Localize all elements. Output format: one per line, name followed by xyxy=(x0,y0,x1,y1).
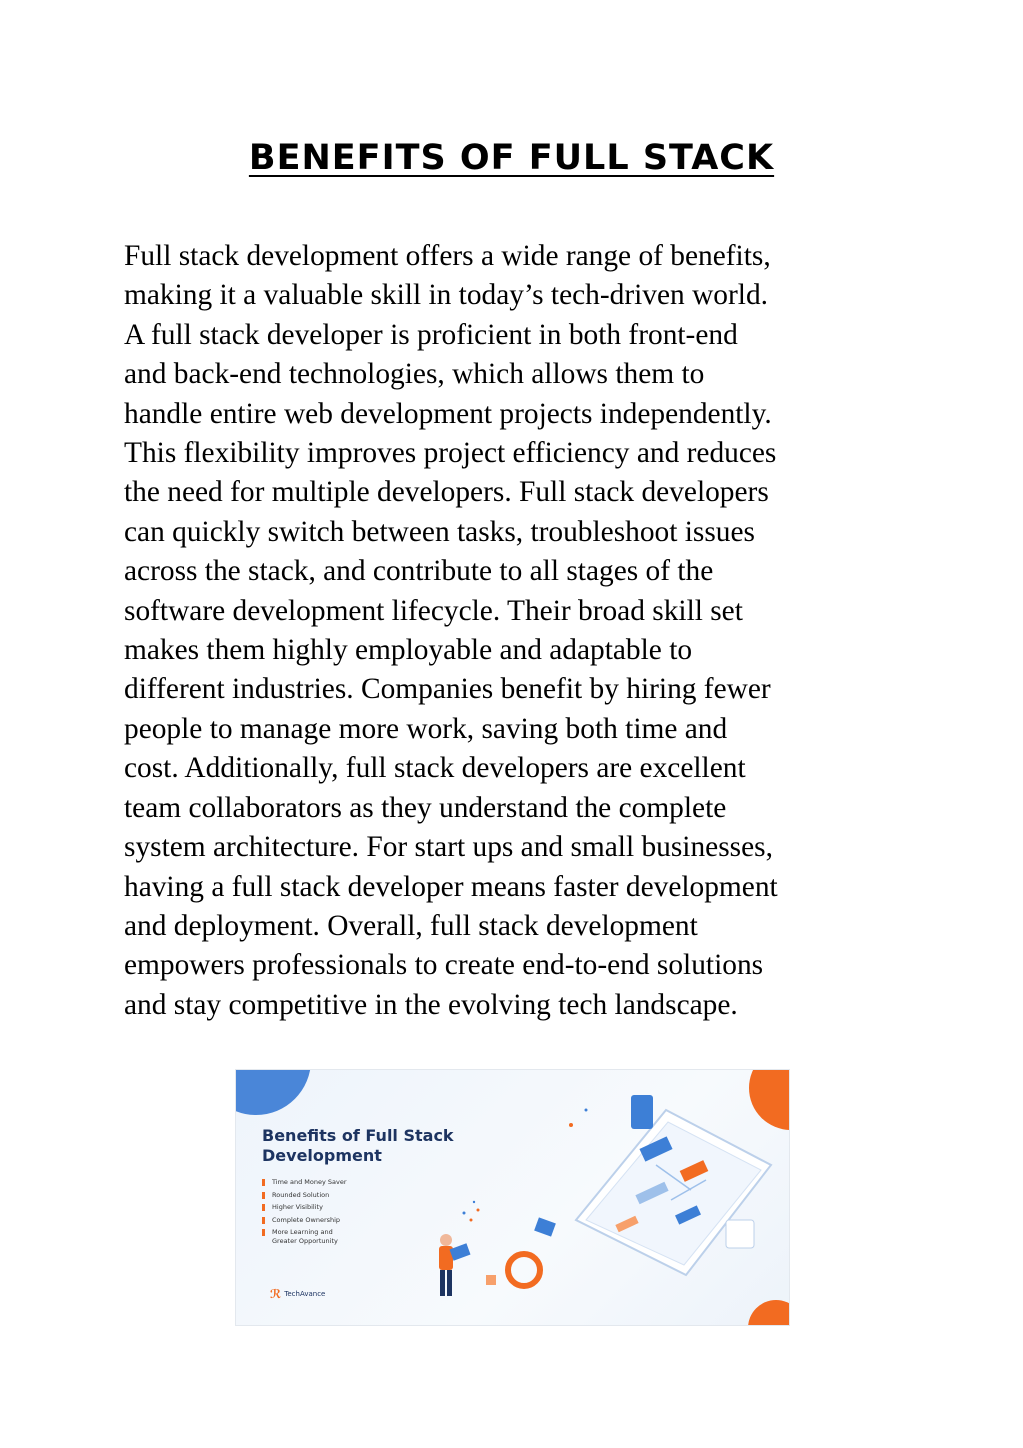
paragraph-line: having a full stack developer means faster development xyxy=(124,870,778,903)
list-item: Complete Ownership xyxy=(262,1214,352,1227)
paragraph-line: A full stack developer is proficient in both front-end xyxy=(124,318,738,351)
paragraph-line: the need for multiple developers. Full stack developers xyxy=(124,476,769,509)
blob-top-left xyxy=(236,1070,311,1115)
paragraph-line: people to manage more work, saving both time and xyxy=(124,712,728,745)
ring-icon xyxy=(508,1254,540,1286)
person-head xyxy=(440,1234,452,1246)
paragraph-line: different industries. Companies benefit by hiring fewer xyxy=(124,673,771,706)
paragraph-line: and deployment. Overall, full stack development xyxy=(124,909,698,942)
paragraph-line: making it a valuable skill in today’s tech-driven world. xyxy=(124,279,768,312)
body-paragraph xyxy=(124,237,904,1025)
paragraph-line: and back-end technologies, which allows them to xyxy=(124,358,705,391)
paragraph-line: Full stack development offers a wide range of benefits, xyxy=(124,240,771,272)
paragraph-line: across the stack, and contribute to all stages of the xyxy=(124,555,714,588)
paragraph-line: software development lifecycle. Their broad skill set xyxy=(124,594,743,627)
brand-logo: ℛ TechAvance xyxy=(270,1287,326,1301)
list-item: More Learning and Greater Opportunity xyxy=(262,1226,352,1248)
paragraph-line: empowers professionals to create end-to-end solutions xyxy=(124,949,764,982)
list-item: Time and Money Saver xyxy=(262,1176,352,1189)
paragraph-line: This flexibility improves project efficiency and reduces xyxy=(124,437,777,470)
paragraph-line: cost. Additionally, full stack developers are excellent xyxy=(124,752,746,785)
illustration-title: Benefits of Full Stack Development xyxy=(262,1126,454,1165)
phone-icon xyxy=(631,1095,653,1129)
list-item: Rounded Solution xyxy=(262,1189,352,1202)
logo-mark-icon: ℛ xyxy=(270,1287,282,1301)
paragraph-line: can quickly switch between tasks, troubleshoot issues xyxy=(124,515,755,548)
page-title: BENEFITS OF FULL STACK xyxy=(248,138,775,178)
benefits-illustration xyxy=(235,1069,790,1326)
benefits-list xyxy=(262,1176,352,1248)
paragraph-line: and stay competitive in the evolving tech landscape. xyxy=(124,988,738,1021)
list-item: Higher Visibility xyxy=(262,1201,352,1214)
paragraph-line: handle entire web development projects independently. xyxy=(124,397,772,430)
laptop-icon xyxy=(449,1243,470,1260)
blob-top-right xyxy=(749,1070,789,1130)
paragraph-line: team collaborators as they understand the complete xyxy=(124,791,727,824)
paragraph-line: makes them highly employable and adaptable to xyxy=(124,634,693,667)
blob-bottom-right xyxy=(748,1300,789,1325)
paragraph-line: system architecture. For start ups and small businesses, xyxy=(124,831,773,864)
